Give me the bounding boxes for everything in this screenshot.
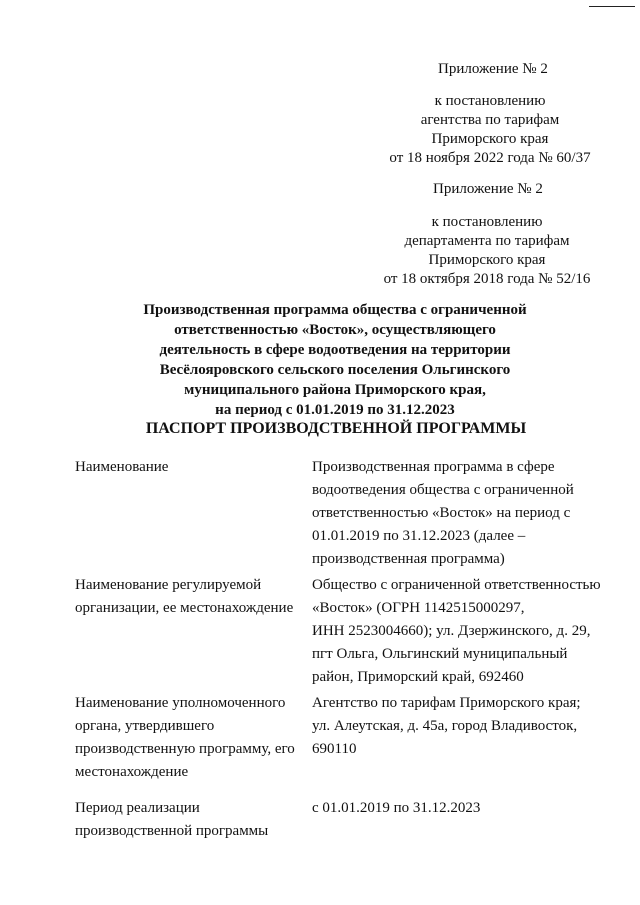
label-line: местонахождение bbox=[75, 764, 189, 780]
appendix-current-line: от 18 ноября 2022 года № 60/37 bbox=[389, 150, 591, 166]
passport-heading: ПАСПОРТ ПРОИЗВОДСТВЕННОЙ ПРОГРАММЫ bbox=[145, 420, 527, 437]
value-line: ИНН 2523004660); ул. Дзержинского, д. 29, bbox=[312, 623, 591, 639]
appendix-original-lines bbox=[367, 213, 607, 289]
program-title-line: деятельность в сфере водоотведения на территории bbox=[159, 342, 511, 358]
label-line: Наименование bbox=[75, 459, 169, 475]
label-line: Наименование регулируемой bbox=[75, 577, 262, 593]
label-line: организации, ее местонахождение bbox=[75, 600, 294, 616]
value-line: «Восток» (ОГРН 1142515000297, bbox=[312, 600, 525, 616]
label-line: производственную программу, его bbox=[75, 741, 295, 757]
value-line: пгт Ольга, Ольгинский муниципальный bbox=[312, 646, 568, 662]
passport-row-value bbox=[312, 456, 612, 571]
passport-row-value bbox=[312, 797, 612, 820]
top-edge-rule bbox=[589, 6, 635, 7]
appendix-current-lines bbox=[370, 92, 610, 168]
value-line: производственная программа) bbox=[312, 551, 505, 567]
program-title-line: Весёлояровского сельского поселения Ольгинского bbox=[159, 362, 511, 378]
appendix-current-line: к постановлению bbox=[434, 93, 546, 109]
value-line: 01.01.2019 по 31.12.2023 (далее – bbox=[312, 528, 526, 544]
label-line: производственной программы bbox=[75, 823, 269, 839]
appendix-original-line: от 18 октября 2018 года № 52/16 bbox=[383, 271, 591, 287]
value-line: район, Приморский край, 692460 bbox=[312, 669, 524, 685]
value-line: Агентство по тарифам Приморского края; bbox=[312, 695, 581, 711]
appendix-current-line: Приморского края bbox=[431, 131, 549, 147]
passport-row-label bbox=[75, 797, 300, 843]
program-title-line: на период с 01.01.2019 по 31.12.2023 bbox=[215, 402, 455, 418]
value-line: 690110 bbox=[312, 741, 357, 757]
passport-row-value bbox=[312, 692, 612, 761]
program-title-line: Производственная программа общества с ограниченной bbox=[143, 302, 527, 318]
appendix-original-line: к постановлению bbox=[431, 214, 543, 230]
passport-row-label bbox=[75, 692, 300, 784]
appendix-current-line: агентства по тарифам bbox=[420, 112, 560, 128]
value-line: Производственная программа в сфере bbox=[312, 459, 555, 475]
appendix-current-title: Приложение № 2 bbox=[438, 61, 548, 77]
value-line: с 01.01.2019 по 31.12.2023 bbox=[312, 800, 481, 816]
program-title-line: муниципального района Приморского края, bbox=[184, 382, 486, 398]
program-title-line: ответственностью «Восток», осуществляющего bbox=[174, 322, 496, 338]
label-line: органа, утвердившего bbox=[75, 718, 215, 734]
value-line: Общество с ограниченной ответственностью bbox=[312, 577, 601, 593]
appendix-original-title: Приложение № 2 bbox=[433, 181, 543, 197]
passport-row-value bbox=[312, 574, 612, 689]
value-line: ул. Алеутская, д. 45а, город Владивосток, bbox=[312, 718, 578, 734]
value-line: ответственностью «Восток» на период с bbox=[312, 505, 571, 521]
program-title bbox=[120, 300, 550, 420]
label-line: Наименование уполномоченного bbox=[75, 695, 286, 711]
label-line: Период реализации bbox=[75, 800, 200, 816]
appendix-original-line: департамента по тарифам bbox=[404, 233, 570, 249]
appendix-original-line: Приморского края bbox=[428, 252, 546, 268]
passport-row-label bbox=[75, 456, 300, 479]
value-line: водоотведения общества с ограниченной bbox=[312, 482, 574, 498]
passport-row-label bbox=[75, 574, 300, 620]
